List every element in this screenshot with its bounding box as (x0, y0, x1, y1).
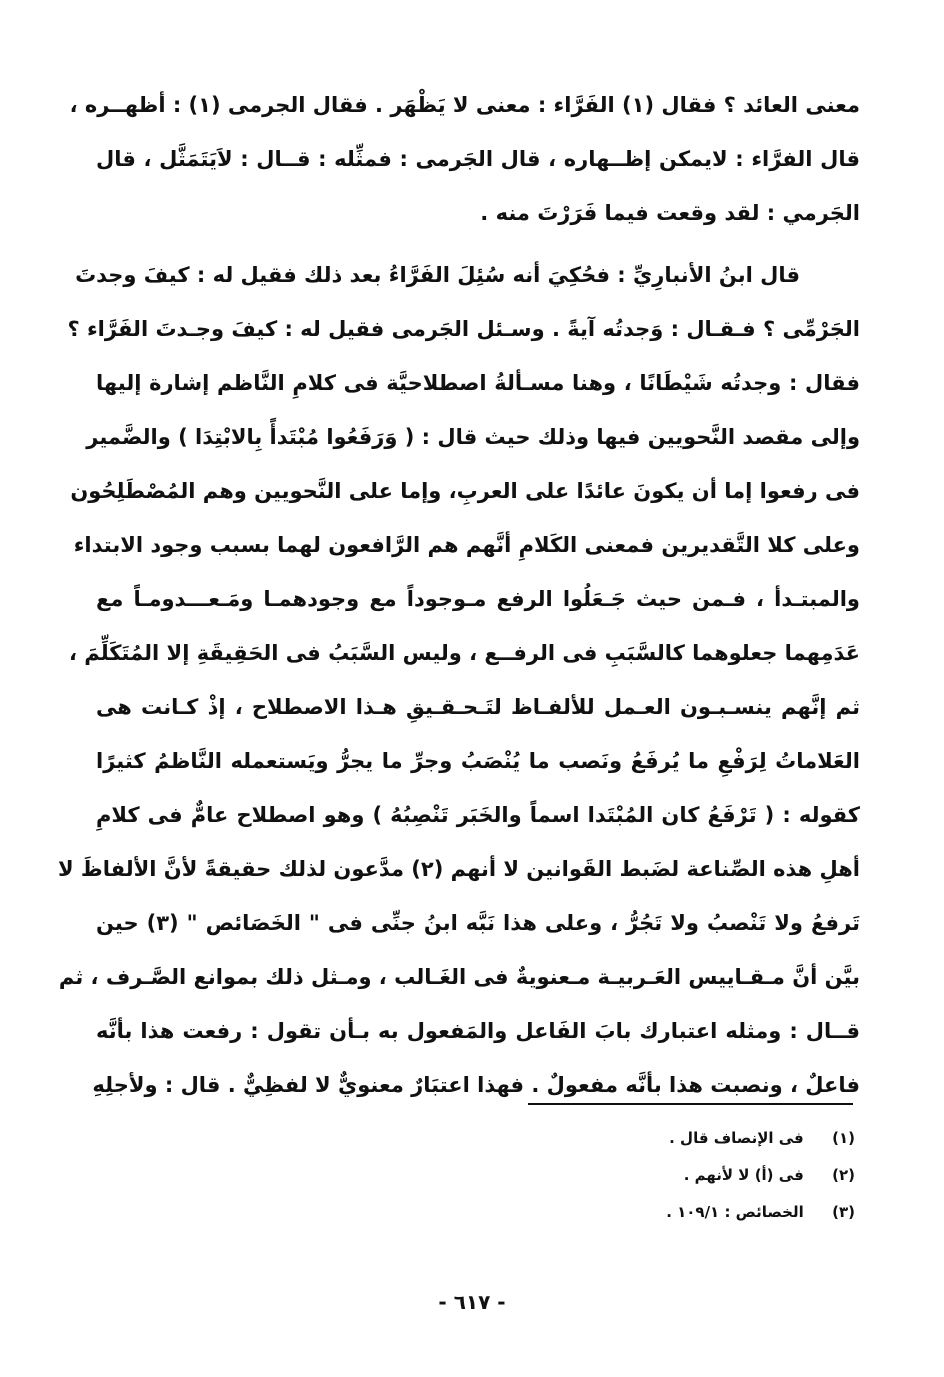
text-line: وإلى مقصد النَّحويين فيها وذلك حيث قال : ( وَرَفَعُوا مُبْتَدأً بِالابْتِدَا ) والضَّمير (86, 425, 860, 449)
text-line: قال ابنُ الأنبارِيِّ : فحُكِيَ أنه سُئِلَ الفَرَّاءُ بعد ذلك فقيل له : كيفَ وجدتَ (75, 263, 800, 287)
footnote-text: فى الإنصاف قال . (669, 1129, 804, 1147)
paragraph-gap (96, 240, 860, 248)
footnote-number: (٢) (832, 1166, 855, 1184)
text-line: معنى العائد ؟ فقال (١) الفَرَّاء : معنى لا يَظْهَر . فقال الجرمى (١) : أظهــره ، (69, 93, 860, 117)
text-line: والمبتـدأ ، فـمن حيث جَـعَلُوا الرفع مـوجوداً مع وجودهمـا ومَـعـــدومـاً مع (96, 587, 860, 611)
text-line: عَدَمِهما جعلوهما كالسَّبَبِ فى الرفــع ، وليس السَّبَبُ فى الحَقِيقَةِ إلا المُتَكَلِّمَ ، (68, 641, 860, 665)
text-line: الجَرْمِّى ؟ فـقـال : وَجدتُه آيةً . وسـئل الجَرمى فقيل له : كيفَ وجـدتَ الفَرَّاء ؟ (67, 317, 860, 341)
main-text (57, 78, 861, 1112)
text-line: قــال : ومثله اعتبارك بابَ الفَاعل والمَفعول به بـأن تقول : رفعت هذا بأنَّه (96, 1019, 860, 1043)
text-line: العَلاماتُ لِرَفْعِ ما يُرفَعُ ونَصب ما يُنْصَبُ وجرِّ ما يجرُّ ويَستعمله النَّاظمُ كثيرًا (96, 749, 860, 773)
footnote-divider (528, 1103, 853, 1105)
footnote-text: فى (أ) لا لأنهم . (683, 1166, 804, 1184)
footnote-item (500, 1120, 855, 1157)
footnote-number: (٣) (832, 1203, 855, 1221)
page-number: - ٦١٧ - (438, 1290, 506, 1314)
text-line: أهلِ هذه الصِّناعة لضَبط القَوانين لا أنهم (٢) مدَّعون لذلك حقيقةً لأنَّ الألفاظَ لا (57, 857, 860, 881)
footnotes (500, 1120, 855, 1231)
footnote-number: (١) (832, 1129, 855, 1147)
text-line: بيَّن أنَّ مـقـاييس العَـربيـة مـعنويةٌ فى الغَـالب ، ومـثل ذلك بموانع الصَّـرف ، ثم (58, 965, 860, 989)
text-line: الجَرمي : لقد وقعت فيما فَرَرْتَ منه . (480, 201, 860, 225)
text-line: فاعلٌ ، ونصبت هذا بأنَّه مفعولٌ . فهذا اعتبَارٌ معنويٌّ لا لفظِيٌّ . قال : ولأجلِهِ (92, 1073, 860, 1097)
paragraph-1 (69, 78, 860, 240)
text-line: كقوله : ( تَرْفَعُ كان المُبْتَدا اسماً والخَبَر تَنْصِبُهُ ) وهو اصطلاح عامٌّ فى كلامِ (96, 803, 860, 827)
footnote-text: الخصائص : ١٠٩/١ . (666, 1203, 804, 1221)
text-line: فى رفعوا إما أن يكونَ عائدًا على العربِ، وإما على النَّحويين وهم المُصْطَلِحُون (70, 479, 860, 503)
text-line: فقال : وجدتُه شَيْطَانًا ، وهنا مسـألةُ اصطلاحيَّة فى كلامِ النَّاظم إشارة إليها (96, 371, 860, 395)
text-line: قال الفرَّاء : لايمكن إظــهاره ، قال الجَرمى : فمثِّله : قــال : لاَيَتَمَثَّل ، قال (96, 147, 860, 171)
footnote-item (500, 1194, 855, 1231)
text-line: تَرفعُ ولا تَنْصبُ ولا تَجُرُّ ، وعلى هذا نَبَّه ابنُ جنِّى فى " الخَصَائص " (٣) حين (96, 911, 861, 935)
text-line: ثم إنَّهم ينسـبـون العـمل للألفـاظ لتَـحـقـيقِ هـذا الاصطلاح ، إذْ كـانت هى (96, 695, 860, 719)
paragraph-2 (57, 248, 861, 1112)
text-line: وعلى كلا التَّقديرين فمعنى الكَلامِ أنَّهم هم الرَّافعون لهما بسبب وجود الابتداء (73, 533, 860, 557)
footnote-item (500, 1157, 855, 1194)
